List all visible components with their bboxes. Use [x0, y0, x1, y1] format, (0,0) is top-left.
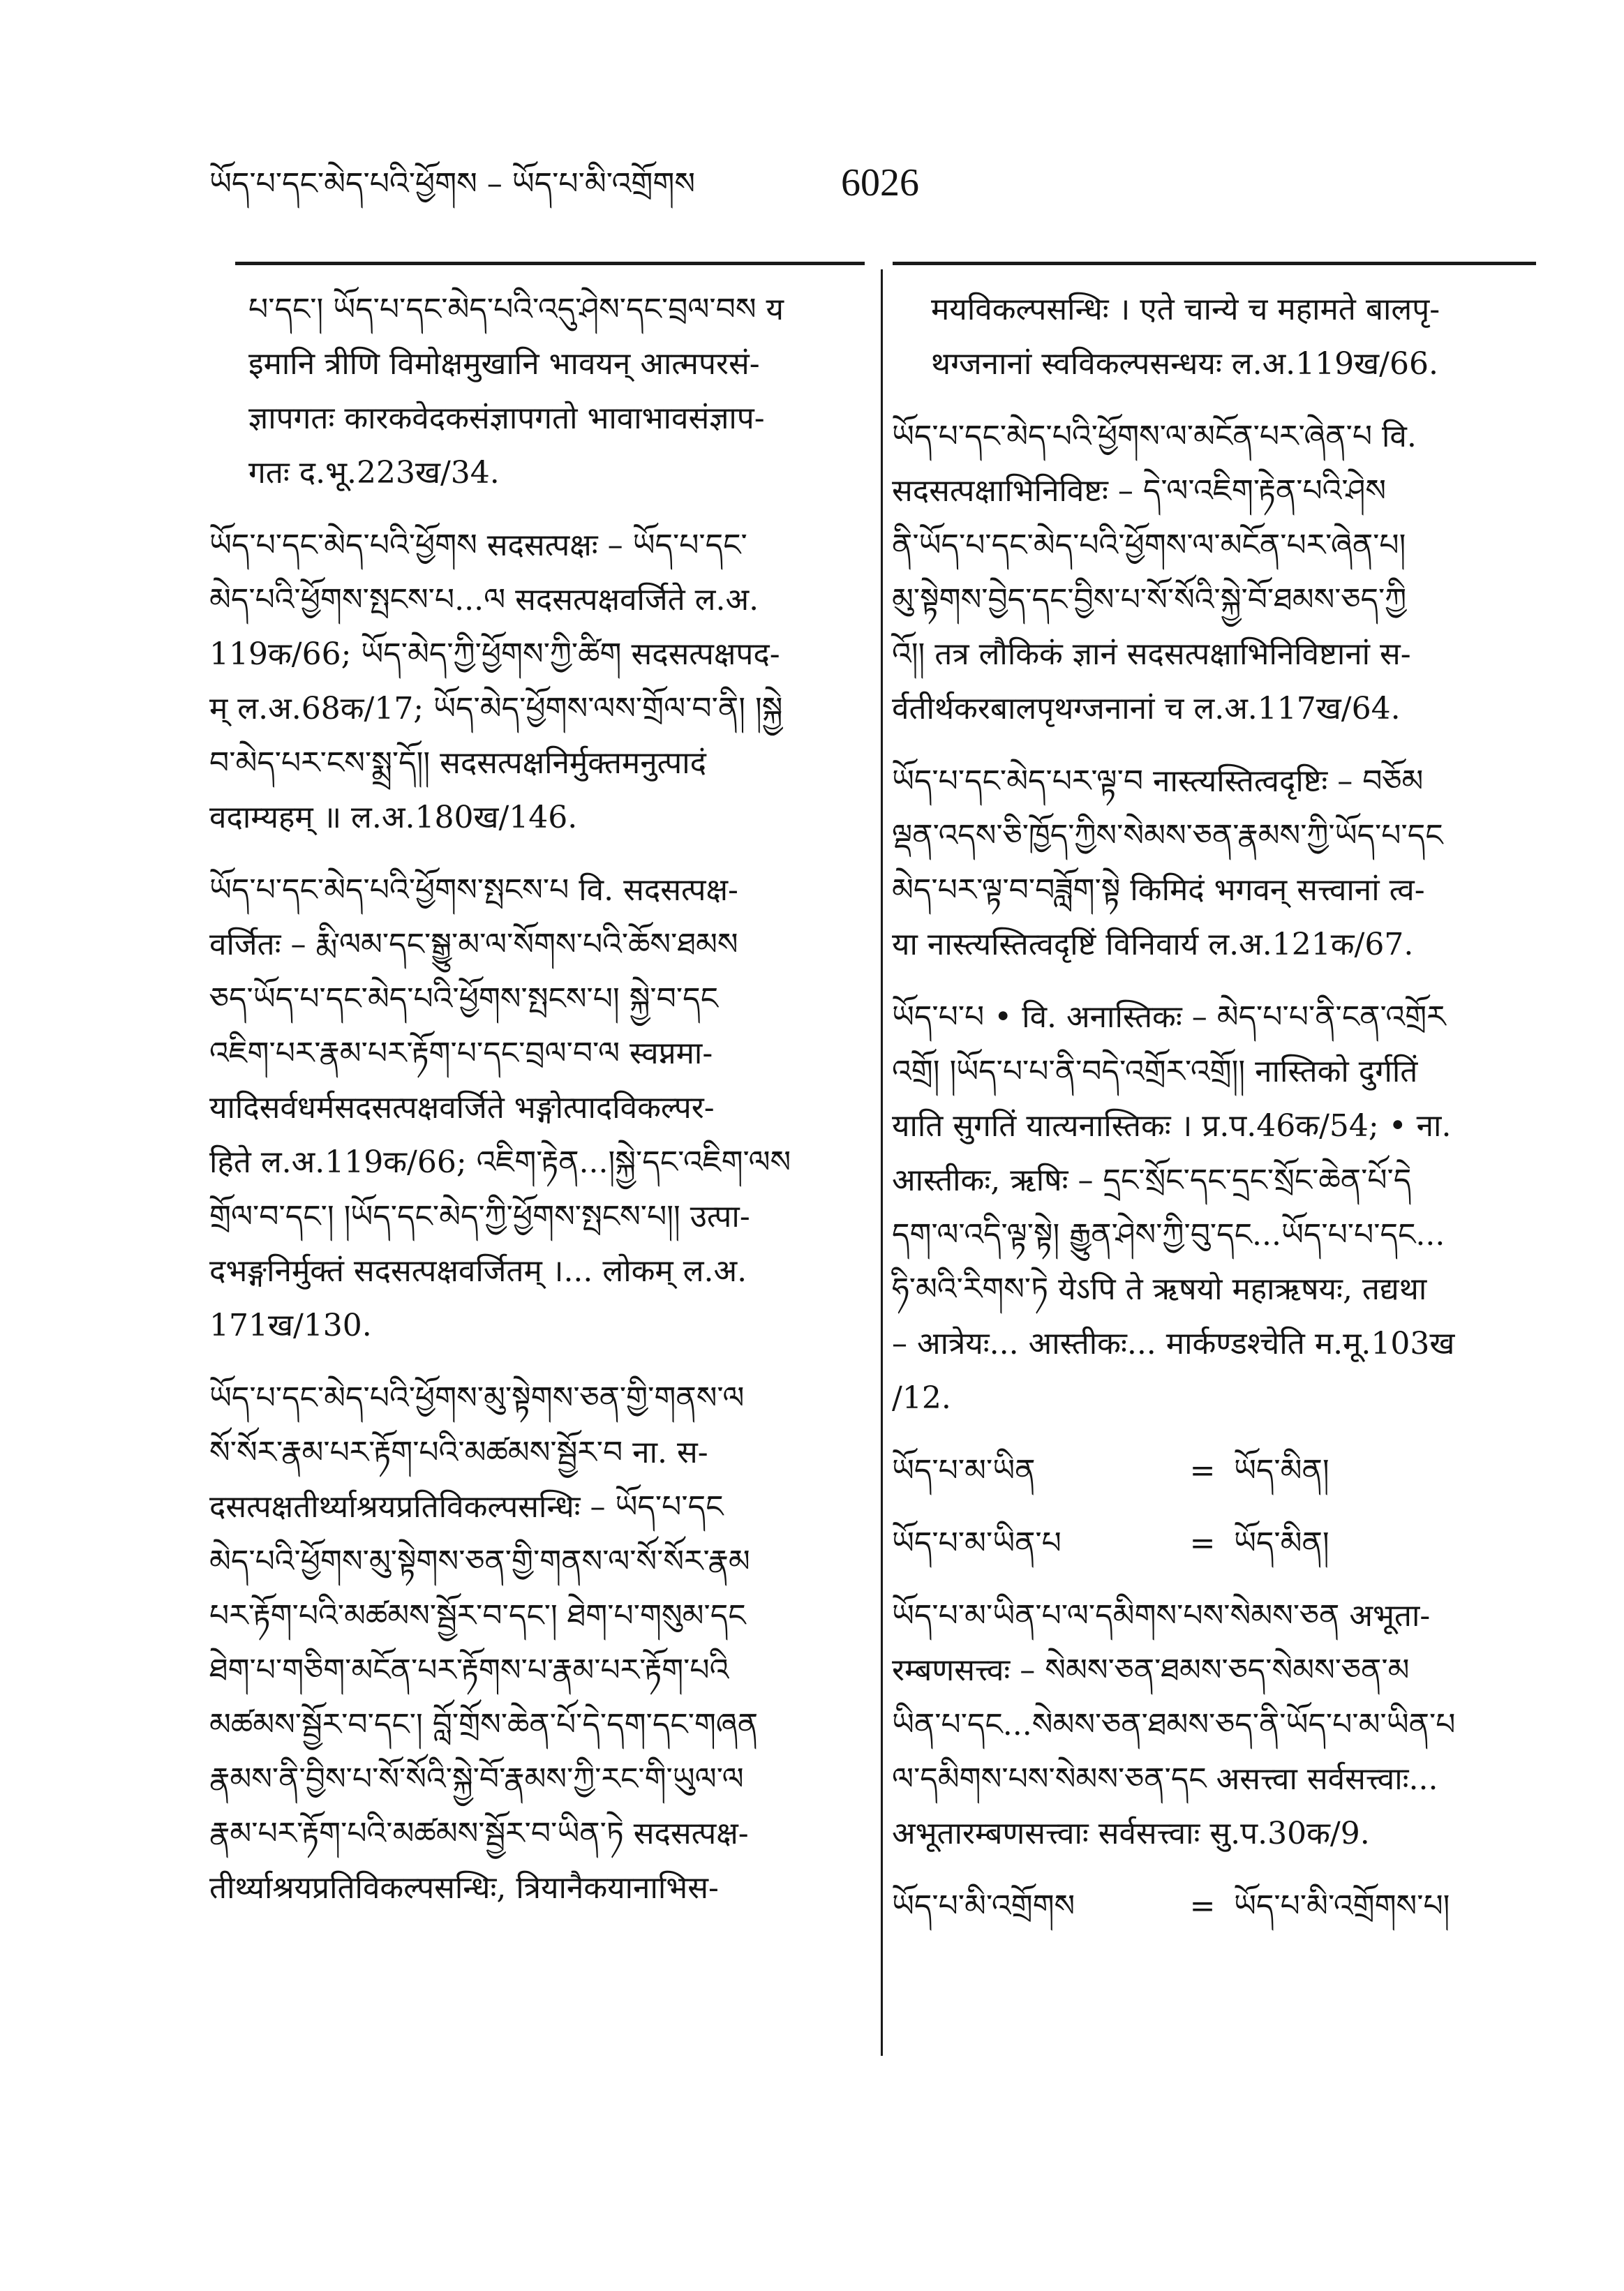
entry-line: 119क/66; ཡོད་མེད་ཀྱི་ཕྱོགས་ཀྱི་ཚིག सदसत्पक्षपद-	[209, 636, 780, 672]
xref-target: ཡོད་མིན།	[1234, 1453, 1329, 1488]
entry-line: – आत्रेयः... आस्तीकः... मार्कण्डश्चेति म.मू.103ख	[892, 1326, 1455, 1361]
xref-target: ཡོད་པ་མི་འགྲོགས་པ།	[1234, 1888, 1450, 1924]
entry-line: ནི་ཡོད་པ་དང་མེད་པའི་ཕྱོགས་ལ་མངོན་པར་ཞེན་པ།	[892, 528, 1406, 563]
entry-line: མཚམས་སྦྱོར་བ་དང་། བློ་གྲོས་ཆེན་པོ་དེ་དག་དང་གཞན	[209, 1707, 759, 1742]
cross-reference-entry	[892, 1444, 1537, 1498]
entry-line: མེད་པའི་ཕྱོགས་མུ་སྟེགས་ཅན་གྱི་གནས་ལ་སོ་སོར་རྣམ	[209, 1544, 750, 1579]
dictionary-entry	[892, 1589, 1537, 1861]
page-header	[209, 155, 1535, 211]
right-column	[892, 283, 1537, 1952]
entry-line: ज्ञापगतः कारकवेदकसंज्ञापगतो भावाभावसंज्ञाप-	[248, 401, 765, 436]
entry-line: རྣམས་ནི་བྱིས་པ་སོ་སོའི་སྐྱེ་བོ་རྣམས་ཀྱི་རང་གི་ཡུལ་ལ	[209, 1761, 744, 1797]
column-divider	[881, 269, 883, 2056]
entry-line: འཇིག་པར་རྣམ་པར་རྟོག་པ་དང་བྲལ་བ་ལ स्वप्नमा-	[209, 1036, 713, 1071]
xref-headword: ཡོད་པ་མི་འགྲོགས	[892, 1888, 1075, 1924]
page-number: 6026	[841, 161, 919, 204]
entry-line: ཡོད་པ་དང་མེད་པའི་ཕྱོགས་སྤངས་པ वि. सदसत्पक्ष-	[209, 872, 738, 908]
entry-line: गतः द.भू.223ख/34.	[248, 455, 500, 491]
entry-line: ཡོད་པ་པ • वि. अनास्तिकः – མེད་པ་པ་ནི་ངན་འགྲོར	[892, 999, 1446, 1035]
entry-continuation	[209, 283, 851, 500]
entry-line: མུ་སྟེགས་བྱེད་དང་བྱིས་པ་སོ་སོའི་སྐྱེ་བོ་ཐམས་ཅད་ཀྱི	[892, 582, 1407, 618]
entry-line: ཡོད་པ་དང་མེད་པའི་ཕྱོགས་ལ་མངོན་པར་ཞེན་པ वि.	[892, 419, 1417, 454]
entry-line: ཡོད་པ་དང་མེད་པར་ལྟ་བ नास्त्यस्तित्वदृष्टिः – བཅོམ	[892, 763, 1424, 799]
dictionary-entry	[209, 863, 851, 1353]
entry-line: ལྡན་འདས་ཅི་ཁྱོད་ཀྱིས་སེམས་ཅན་རྣམས་ཀྱི་ཡོད་པ་དང	[892, 818, 1443, 853]
entry-line: इमानि त्रीणि विमोक्षमुखानि भावयन् आत्मपरसं-	[248, 346, 760, 382]
entry-line: रम्बणसत्त्वः – སེམས་ཅན་ཐམས་ཅད་སེམས་ཅན་མ	[892, 1652, 1410, 1688]
dictionary-entry	[892, 754, 1537, 972]
entry-line: མེད་པར་ལྟ་བ་བཟློག་སྟེ किमिदं भगवन् सत्त्वानां त्व-	[892, 872, 1425, 908]
entry-line: ཅད་ཡོད་པ་དང་མེད་པའི་ཕྱོགས་སྤངས་པ། སྐྱེ་བ་དང	[209, 981, 718, 1017]
entry-line: རྣམ་པར་རྟོག་པའི་མཚམས་སྦྱོར་བ་ཡིན་ཏེ सदसत्पक्ष-	[209, 1816, 749, 1851]
entry-line: ཡོད་པ་དང་མེད་པའི་ཕྱོགས་མུ་སྟེགས་ཅན་གྱི་གནས་ལ	[209, 1380, 745, 1416]
entry-line: वदाम्यहम् ॥ ल.अ.180ख/146.	[209, 800, 578, 835]
entry-line: दभङ्गनिर्मुक्तं सदसत्पक्षवर्जितम् ।... लोकम् ल.अ.	[209, 1253, 747, 1289]
entry-line: དག་ལ་འདི་ལྟ་སྟེ། རྒྱུན་ཤེས་ཀྱི་བུ་དང...ཡོད་པ་པ་དང...	[892, 1217, 1445, 1253]
cross-reference-entry	[892, 1516, 1537, 1571]
entry-line: ལ་དམིགས་པས་སེམས་ཅན་དང असत्त्वा सर्वसत्त्वाः...	[892, 1761, 1438, 1797]
dictionary-entry	[209, 1371, 851, 1916]
entry-line: /12.	[892, 1380, 951, 1416]
entry-line: ཡིན་པ་དང...སེམས་ཅན་ཐམས་ཅད་ནི་ཡོད་པ་མ་ཡིན་པ	[892, 1707, 1456, 1742]
entry-line: मयविकल्पसन्धिः । एते चान्ये च महामते बालपृ-	[931, 292, 1440, 327]
entry-line: थग्जनानां स्वविकल्पसन्धयः ल.अ.119ख/66.	[931, 346, 1438, 382]
dictionary-entry	[209, 518, 851, 845]
entry-line: आस्तीकः, ऋषिः – དྲང་སྲོང་དང་དྲང་སྲོང་ཆེན་པོ་དེ	[892, 1163, 1412, 1198]
entry-line: ཧི་མའི་རིགས་ཏེ येऽपि ते ऋषयो महाऋषयः, तद्यथा	[892, 1271, 1427, 1307]
entry-line: 171ख/130.	[209, 1308, 372, 1343]
entry-line: ཐེག་པ་གཅིག་མངོན་པར་རྟོགས་པ་རྣམ་པར་རྟོག་པའི	[209, 1652, 729, 1688]
entry-line: या नास्त्यस्तित्वदृष्टिं विनिवार्य ल.अ.121क/67.	[892, 927, 1414, 962]
cross-reference-entry	[892, 1879, 1537, 1934]
dictionary-entry	[892, 410, 1537, 736]
xref-equals-sign: =	[1189, 1888, 1216, 1924]
entry-line: པར་རྟོག་པའི་མཚམས་སྦྱོར་བ་དང་། ཐེག་པ་གསུམ་དང	[209, 1598, 746, 1634]
entry-line: वर्जितः – རྨི་ལམ་དང་སྒྱུ་མ་ལ་སོགས་པའི་ཆོས་ཐམས	[209, 927, 738, 962]
entry-line: ཡོད་པ་མ་ཡིན་པ་ལ་དམིགས་པས་སེམས་ཅན अभूता-	[892, 1598, 1431, 1634]
dictionary-entry	[892, 990, 1537, 1426]
entry-line: སོ་སོར་རྣམ་པར་རྟོག་པའི་མཚམས་སྦྱོར་བ ना. स-	[209, 1435, 708, 1470]
header-rule-right	[893, 262, 1536, 265]
entry-line: अभूतारम्बणसत्त्वाः सर्वसत्त्वाः सु.प.30क/9.	[892, 1816, 1370, 1851]
entry-line: འོ།། तत्र लौकिकं ज्ञानं सदसत्पक्षाभिनिविष्टानां स-	[892, 636, 1411, 672]
xref-headword: ཡོད་པ་མ་ཡིན་པ	[892, 1525, 1061, 1561]
entry-line: བ་མེད་པར་ངས་སྨྲ་དོ།། सदसत्पक्षनिर्मुक्तमनुत्पादं	[209, 745, 706, 781]
entry-line: हिते ल.अ.119क/66; འཇིག་རྟེན...།སྐྱེ་དང་འཇིག་ལས	[209, 1144, 791, 1180]
entry-line: པ་དང་། ཡོད་པ་དང་མེད་པའི་འདུ་ཤེས་དང་བྲལ་བས य	[248, 292, 784, 327]
entry-line: सदसत्पक्षाभिनिविष्टः – དེ་ལ་འཇིག་རྟེན་པའི་ཤེས	[892, 473, 1387, 509]
entry-line: म् ल.अ.68क/17; ཡོད་མེད་ཕྱོགས་ལས་གྲོལ་བ་ནི། །སྐྱེ	[209, 691, 783, 726]
entry-line: མེད་པའི་ཕྱོགས་སྤངས་པ...ལ सदसत्पक्षवर्जिते ल.अ.	[209, 582, 759, 618]
xref-equals-sign: =	[1189, 1525, 1216, 1561]
entry-line: གྲོལ་བ་དང་། །ཡོད་དང་མེད་ཀྱི་ཕྱོགས་སྤངས་པ།། उत्पा-	[209, 1199, 750, 1234]
entry-continuation	[892, 283, 1537, 391]
entry-line: ཡོད་པ་དང་མེད་པའི་ཕྱོགས सदसत्पक्षः – ཡོད་པ་དང་	[209, 528, 747, 563]
entry-line: याति सुगतिं यात्यनास्तिकः । प्र.प.46क/54; • ना.	[892, 1108, 1452, 1144]
xref-equals-sign: =	[1189, 1453, 1216, 1488]
entry-line: तीर्थ्याश्रयप्रतिविकल्पसन्धिः, त्रियानैकयानाभिस-	[209, 1870, 719, 1906]
left-column	[209, 283, 851, 1934]
entry-line: र्वतीर्थकरबालपृथग्जनानां च ल.अ.117ख/64.	[892, 691, 1401, 726]
entry-line: दसत्पक्षतीर्थ्याश्रयप्रतिविकल्पसन्धिः – ཡོད་པ་དང	[209, 1489, 724, 1525]
header-rule-left	[235, 262, 865, 265]
entry-line: यादिसर्वधर्मसदसत्पक्षवर्जिते भङ्गोत्पादविकल्पर-	[209, 1090, 715, 1126]
xref-headword: ཡོད་པ་མ་ཡིན	[892, 1453, 1036, 1488]
running-head: ཡོད་པ་དང་མེད་པའི་ཕྱོགས – ཡོད་པ་མི་འགྲོགས	[209, 166, 696, 202]
entry-line: འགྲོ། །ཡོད་པ་པ་ནི་བདེ་འགྲོར་འགྲོ།། नास्तिको दुर्गतिं	[892, 1054, 1418, 1089]
xref-target: ཡོད་མིན།	[1234, 1525, 1329, 1561]
